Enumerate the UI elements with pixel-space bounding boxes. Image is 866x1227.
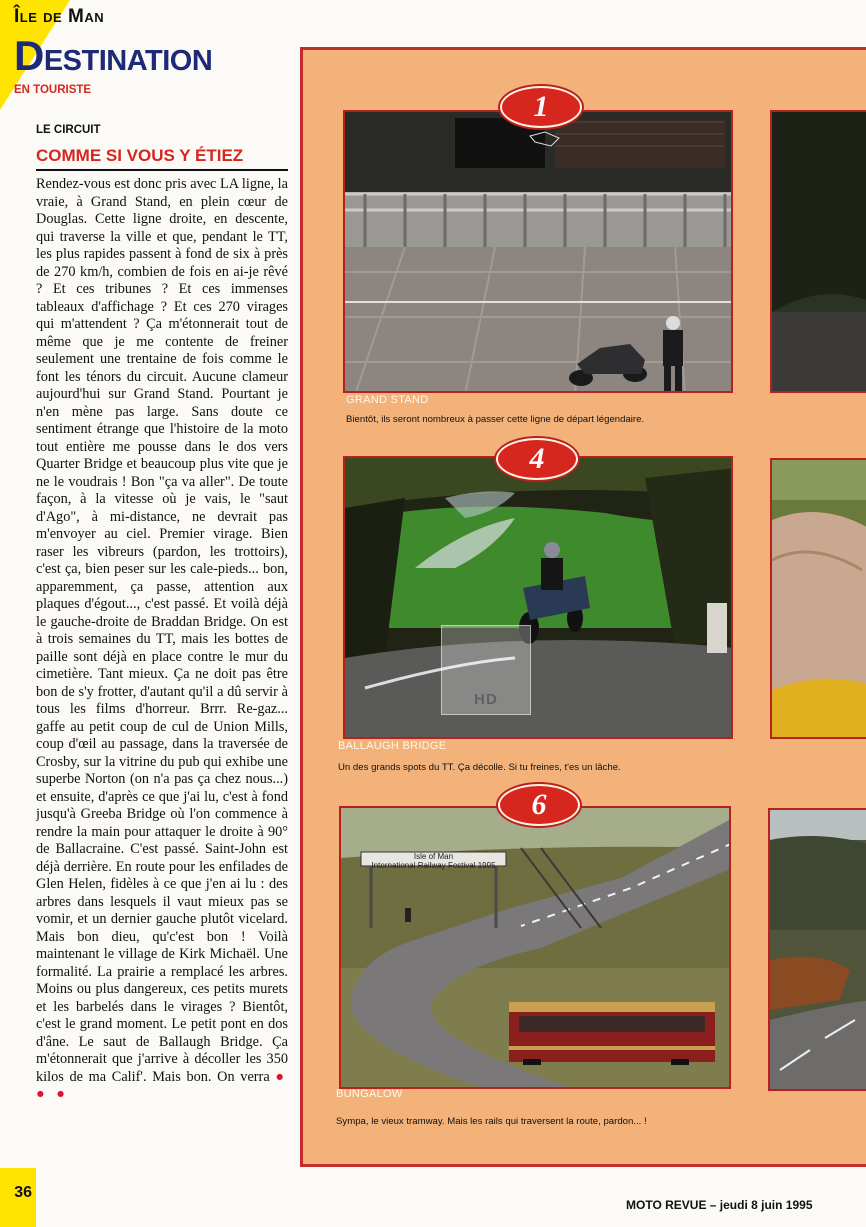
photo-place-label: BUNGALOW: [336, 1088, 403, 1100]
dark-hedge-scene: [772, 112, 866, 393]
photo-partial-right-6: [768, 808, 866, 1091]
watermark-logo: [441, 625, 531, 715]
end-mark: ● ● ●: [36, 1068, 288, 1102]
article-body-text: Rendez-vous est donc pris avec LA ligne, la vraie, à Grand Stand, en plein cœur de Douglas. Cette ligne droite, en descente, qui traverse la ville et que, pendant le TT, les plus rapides passent à fond de six à près de 270 km/h, combien de fois en ai-je rêvé ? Et ces tribunes ? Et ces immenses tableaux d'affichage ? Et ces 270 virages qui m'attendent ? Ça m'étonnerait tout de même que je me contente de freiner seulement une trentaine de fois comme le font les ténors du circuit. Aucune clameur aujourd'hui sur Grand Stand. Pourtant je n'en mène pas large. Sans doute ce sentiment étrange que l'histoire de la moto tout entière me pousse dans le dos vers Quarter Bridge et beaucoup plus vite que je ne le voudrais ! Bon "ça va aller". De toute façon, à la vitesse où je vais, le "saut d'Ago", à mi-distance, ne devrait pas m'envoyer au ciel. Premier virage. Bien raser les vibreurs (pardon, les trottoirs), c'est ça, bien peser sur les cale-pieds... bon, apparemment, ça passe, attention aux plaques d'égout..., c'est passé. Et voilà déjà le gauche-droite de Braddan Bridge. On est à trois semaines du TT, mais les bottes de paille sont déjà en place contre le mur du cimetière. Tant mieux. Ça ne doit pas être bon de s'y frotter, d'autant qu'il a dû servir à tous les films d'horreur. Brrr. Re-gaz... gaffe au petit coup de cul de Union Mills, coup d'œil au passage, dans la traversée de Crosby, sur la vitrine du pub qui exhibe une superbe Norton (on n'a pas ça chez nous...) et ensuite, d'après ce que j'ai lu, c'est à fond jusqu'à Greeba Bridge où l'on commence à rendre la main pour attaquer le droite à 90° de Ballacraine. C'est passé. Saint-John est déjà derrière. En route pour les enfilades de Glen Helen, fidèles à ce que j'en ai lu : des arbres dans lesquels il vaut mieux pas se vomir, et un dernier gauche plutôt vicelard. Mais bon dieu, qu'c'est bon ! Voilà maintenant le village de Kirk Michaël. Une formalité. La prairie a remplacé les arbres. Moins ou plus dangereux, ces petits murets et les barbelés dans le virages ? Bientôt, c'est le grand moment. Le petit pont en dos d'âne. Le saut de Ballaugh Bridge. Ça m'étonnerait que j'arrive à décoller les 350 kilos de ma Calif'. Mais bon. On verra: [36, 176, 288, 1085]
photo-partial-right-1: [770, 110, 866, 393]
ballaugh-bridge-scene: [345, 458, 733, 739]
photo-place-label: BALLAUGH BRIDGE: [338, 740, 447, 752]
photo-caption: Bientôt, ils seront nombreux à passer cette ligne de départ légendaire.: [346, 414, 645, 425]
article-body: [36, 176, 288, 1171]
bungalow-scene: [341, 808, 731, 1089]
article-rubric: LE CIRCUIT: [36, 124, 101, 136]
page-number: 36: [0, 1168, 36, 1227]
photo-ballaugh-bridge: [343, 456, 733, 739]
photo-place-label: GRAND STAND: [346, 394, 429, 406]
blossom-scene: [772, 460, 866, 739]
moor-road-scene: [770, 810, 866, 1091]
section-kicker: Île de Man: [14, 6, 105, 27]
photo-grand-stand: [343, 110, 733, 393]
photo-number-badge: 4: [496, 438, 578, 480]
photo-number-badge: 6: [498, 784, 580, 826]
photo-number-badge: 1: [500, 86, 582, 128]
watermark-text: HD: [474, 691, 498, 708]
article-headline: COMME SI VOUS Y ÉTIEZ: [36, 146, 288, 171]
festival-sign-line1: Isle of Man: [413, 852, 454, 861]
grand-stand-scene: [345, 112, 733, 393]
photo-bungalow: [339, 806, 731, 1089]
photo-partial-right-4: [770, 458, 866, 739]
page-footer: MOTO REVUE – jeudi 8 juin 1995: [626, 1198, 813, 1212]
photo-caption: Un des grands spots du TT. Ça décolle. Si tu freines, t'es un lâche.: [338, 762, 621, 773]
festival-sign: [361, 852, 506, 870]
section-title: Destination: [14, 32, 213, 79]
photo-caption: Sympa, le vieux tramway. Mais les rails qui traversent la route, pardon... !: [336, 1116, 647, 1127]
festival-sign-line2: International Railway Festival 1995: [371, 861, 496, 870]
subsection-label: EN TOURISTE: [14, 84, 92, 96]
